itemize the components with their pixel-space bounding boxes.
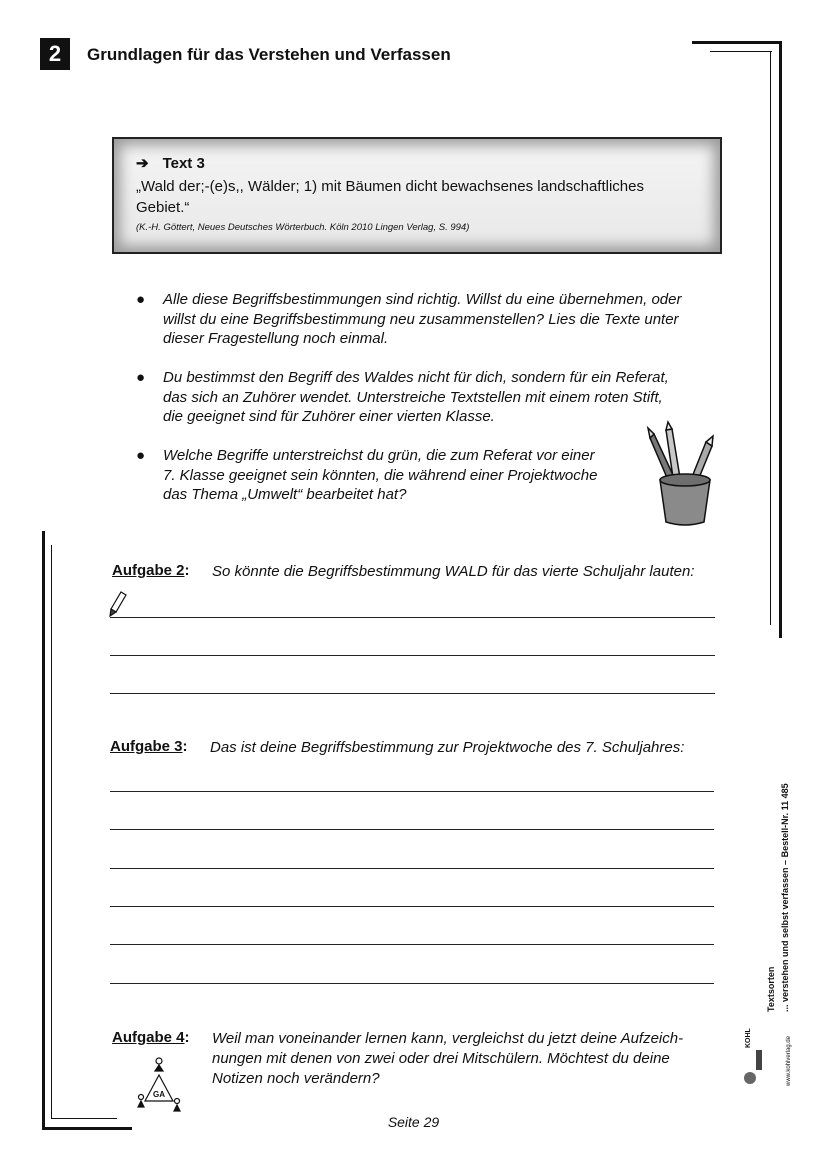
bullet-1-line-3: dieser Fragestellung noch einmal.: [163, 330, 389, 347]
task-3-colon: :: [182, 738, 188, 755]
group-work-label: GA: [153, 1090, 165, 1099]
page-number: Seite 29: [387, 1114, 440, 1130]
writing-line[interactable]: [110, 693, 715, 694]
task-4-text: [212, 1029, 722, 1089]
publisher-url: www.kohlverlag.de: [786, 1035, 792, 1086]
frame-right-line: [779, 41, 782, 638]
writing-line[interactable]: [110, 617, 715, 618]
task-4-colon: :: [184, 1029, 190, 1046]
bullet-3-line-1: Welche Begriffe unterstreichst du grün, die zum Referat vor einer: [163, 447, 595, 464]
writing-line[interactable]: [110, 829, 714, 830]
quote-source: (K.-H. Göttert, Neues Deutsches Wörterbuch. Köln 2010 Lingen Verlag, S. 994): [136, 222, 470, 233]
bullet-icon: ●: [136, 291, 146, 308]
bullet-item-2: [136, 368, 736, 428]
writing-line[interactable]: [110, 791, 714, 792]
group-work-icon: [133, 1055, 185, 1113]
chapter-number: 2: [40, 38, 70, 70]
frame-right-line-inner: [770, 51, 771, 625]
task-2-heading: [112, 562, 190, 580]
bullet-item-1: [136, 290, 736, 350]
quote-line-2: Gebiet.“: [136, 199, 190, 216]
writing-line[interactable]: [110, 868, 714, 869]
pencil-icon: [108, 590, 128, 618]
task-3-heading: [110, 738, 188, 756]
task-3-label: Aufgabe 3: [110, 738, 183, 755]
bullet-2-line-3: die geeignet sind für Zuhörer einer vierten Klasse.: [163, 408, 495, 425]
bullet-icon: ●: [136, 369, 146, 386]
frame-top-line: [692, 41, 781, 44]
pencil-cup-icon: [640, 420, 725, 530]
publisher-logo-text: KOHL: [745, 1028, 752, 1048]
writing-line[interactable]: [110, 944, 714, 945]
task-3-text: Das ist deine Begriffsbestimmung zur Projektwoche des 7. Schuljahres:: [210, 739, 685, 756]
frame-left-line: [42, 531, 45, 1129]
bullet-3-line-3: das Thema „Umwelt“ bearbeitet hat?: [163, 486, 407, 503]
publisher-logo-icon: [742, 1020, 766, 1086]
frame-top-line-inner: [710, 51, 772, 52]
bullet-2-line-1: Du bestimmst den Begriff des Waldes nicht für dich, sondern für ein Referat,: [163, 369, 669, 386]
publisher-order-info: ... verstehen und selbst verfassen – Bestell-Nr. 11 485: [780, 783, 790, 1012]
quote-heading-text: Text 3: [162, 155, 205, 172]
writing-line[interactable]: [110, 906, 714, 907]
frame-left-line-inner: [51, 545, 52, 1119]
quote-box: [112, 137, 722, 254]
bullet-1-line-2: willst du eine Begriffsbestimmung neu zusammenstellen? Lies die Texte unter: [163, 310, 679, 328]
task-4-line-1: Weil man voneinander lernen kann, vergleichst du jetzt deine Aufzeich-: [212, 1030, 684, 1047]
task-2-text: So könnte die Begriffsbestimmung WALD für das vierte Schuljahr lauten:: [212, 563, 695, 580]
writing-line[interactable]: [110, 655, 715, 656]
task-4-heading: [112, 1029, 190, 1047]
bullet-1-line-1: Alle diese Begriffsbestimmungen sind richtig. Willst du eine übernehmen, oder: [163, 291, 682, 308]
task-2-label: Aufgabe 2: [112, 562, 185, 579]
task-4-line-3: Notizen noch verändern?: [212, 1070, 380, 1087]
chapter-title: Grundlagen für das Verstehen und Verfassen: [87, 45, 451, 64]
task-4-line-2: nungen mit denen von zwei oder drei Mitschülern. Möchtest du deine: [212, 1050, 670, 1067]
writing-line[interactable]: [110, 983, 714, 984]
task-4-label: Aufgabe 4: [112, 1029, 185, 1046]
bullet-icon: ●: [136, 447, 146, 464]
quote-heading: [136, 154, 698, 172]
arrow-right-icon: ➔: [136, 155, 149, 172]
publisher-series-title: Textsorten: [766, 966, 776, 1012]
task-2-colon: :: [184, 562, 190, 579]
group-people-icon: [133, 1055, 185, 1113]
bullet-2-line-2: das sich an Zuhörer wendet. Unterstreiche Textstellen mit einem roten Stift,: [163, 388, 663, 406]
bullet-3-line-2: 7. Klasse geeignet sein könnten, die während einer Projektwoche: [163, 466, 598, 484]
quote-line-1: „Wald der;-(e)s,, Wälder; 1) mit Bäumen dicht bewachsenes landschaftliches: [136, 178, 644, 195]
